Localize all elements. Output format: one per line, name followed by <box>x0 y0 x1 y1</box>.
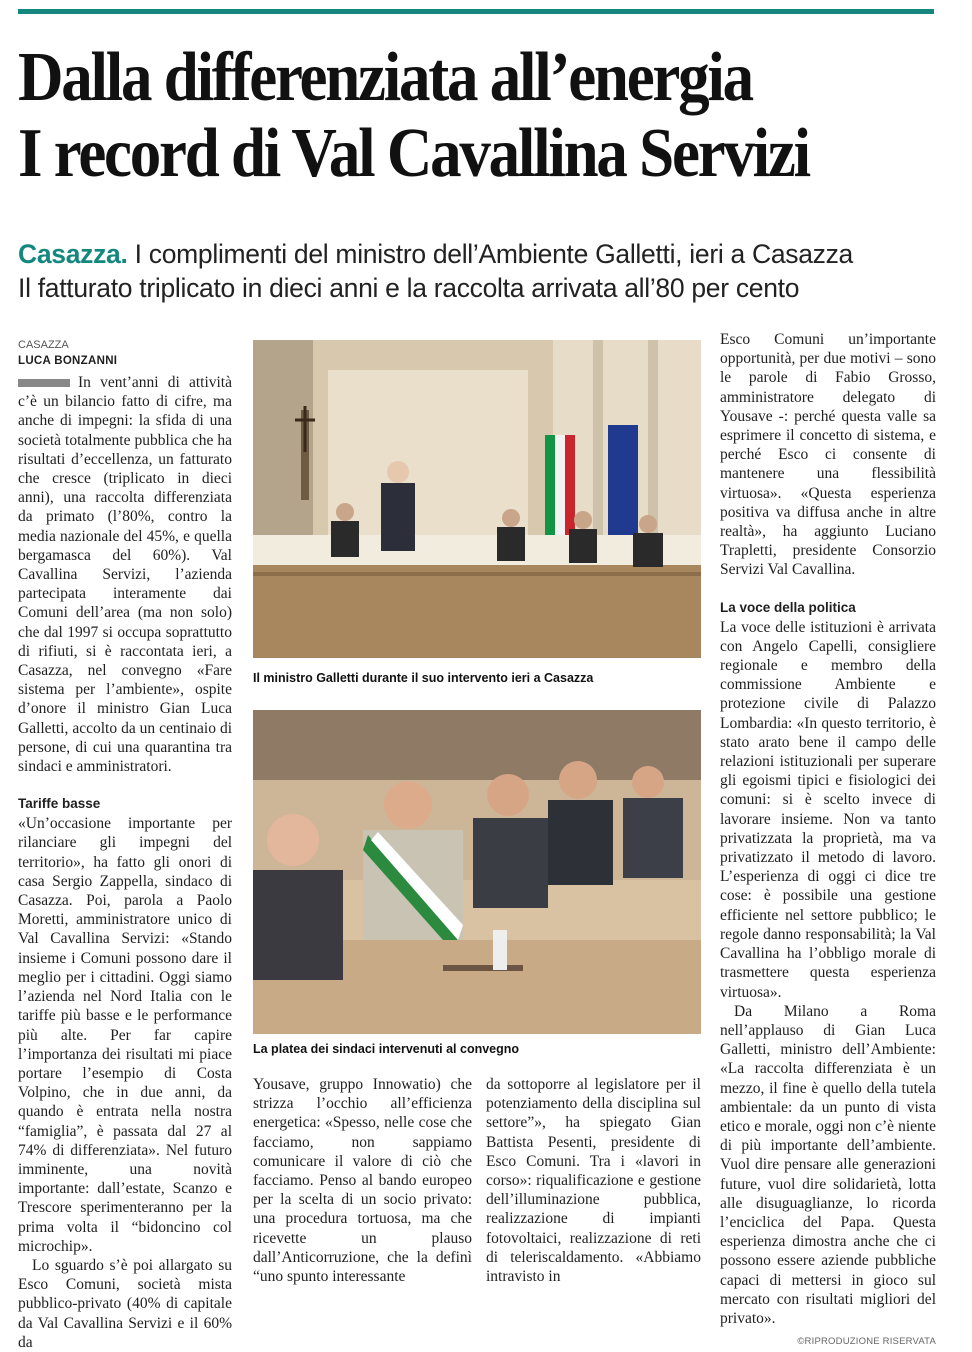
article-column-2 <box>253 1075 472 1286</box>
photo-2-caption: La platea dei sindaci intervenuti al convegno <box>253 1042 520 1056</box>
article-paragraph: da sottoporre al legislatore per il potenziamento della disciplina sul settore”», ha spiegato Gian Battista Pesenti, presidente di Esco Comuni. Tra i «lavori in corso»: riqualificazione e gestione dell’illuminazione pubblica, realizzazione di impianti fotovoltaici, realizzazione di reti di teleriscaldamento. «Abbiamo intravisto in <box>486 1076 701 1286</box>
copyright-notice: ©RIPRODUZIONE RISERVATA <box>797 1336 936 1348</box>
article-paragraph: La voce delle istituzioni è arrivata con Angelo Capelli, consigliere regionale e membro della commissione Ambiente e protezione civile di Palazzo Lombardia: «In questo territorio, è stato arato bene il campo delle relazioni istituzionali per superare gli egoismi tipici e fisiologici dei comuni: si è scelto invece di lavorare insieme. Non va tanto privatizzata la proprietà, ma va privatizzato il metodo di lavoro. L’esperienza di oggi ci dice tre cose: è possibile una gestione efficiente nel settore pubblico; le regole danno responsabilità; la Val Cavallina ha l’obbligo morale di trasmettere questa esperienza virtuosa». <box>720 618 936 1001</box>
article-column-1 <box>18 338 232 1352</box>
subheadline-line-2: Il fatturato triplicato in dieci anni e la raccolta arrivata all’80 per cento <box>18 273 800 303</box>
article-paragraph: Da Milano a Roma nell’applauso di Gian Luca Galletti, ministro dell’Ambiente: «La raccolta differenziata è un mezzo, il fine è quello della tutela ambientale: da un punto di vista etico e morale, oggi non c’è niente di più importante dell’ambiente. Vuol dire pensare alle generazioni future, vuol dire solidarietà, lotta alle disuguaglianze, lo ricorda l’enciclica del Papa. Questa esperienza dimostra anche che ci possono essere aziende pubbliche capaci di mettersi in gioco sul mercato con risultati migliori del privato». <box>720 1002 936 1327</box>
headline-line-2: I record di Val Cavallina Servizi <box>18 115 809 192</box>
section-heading: Tariffe basse <box>18 796 101 812</box>
photo-1-caption: Il ministro Galletti durante il suo intervento ieri a Casazza <box>253 671 594 685</box>
article-paragraph: Yousave, gruppo Innowatio) che strizza l’occhio all’efficienza energetica: «Spesso, nelle cose che facciamo, non sappiamo comunicare il valore di ciò che facciamo. Penso al bando europeo per la scelta di un socio privato: una procedura tortuosa, ma che ricevette un plauso dall’Anticorruzione, che la definì “uno spunto interessante <box>253 1076 472 1286</box>
photo-mayors-audience <box>253 710 701 1034</box>
article-column-3 <box>486 1075 701 1286</box>
headline <box>18 40 855 192</box>
subheadline <box>18 237 958 305</box>
article-column-4 <box>720 330 936 1351</box>
dateline-place: CASAZZA <box>18 339 69 351</box>
section-heading: La voce della politica <box>720 599 856 615</box>
article-paragraph: In vent’anni di attività c’è un bilancio fatto di cifre, ma anche di impegni: la sfida di una società totalmente pubblica che ha risultati d’eccellenza, un fatturato che cresce (triplicato in dieci anni), una raccolta differenziata da primato (l’80%, contro la media nazionale del 45%, e quella bergamasca del 60%). Val Cavallina Servizi, l’azienda partecipata interamente dai Comuni dell’area (ma non solo) che dal 1997 si occupa soprattutto di rifiuti, si è raccontata ieri, a Casazza, nel convegno «Fare sistema per l’ambiente», ospite d’onore il ministro Gian Luca Galletti, accolto da un centinaio di persone, di cui una quarantina tra sindaci e amministratori. <box>18 374 232 776</box>
article-paragraph: Esco Comuni un’importante opportunità, per due motivi – sono le parole di Fabio Grosso, amministratore delegato di Yousave -: perché questa valle sa esprimere il concetto di sistema, e perché Esco ci consente di mantenere una flessibilità virtuosa». «Questa esperienza positiva va diffusa anche in altre realtà», ha aggiunto Luciano Trapletti, presidente Consorzio Servizi Val Cavallina. <box>720 331 936 579</box>
photo-minister-speaking <box>253 340 701 658</box>
subheadline-kicker: Casazza. <box>18 239 128 269</box>
article-paragraph: «Un’occasione importante per rilanciare gli impegni del territorio», ha fatto gli onori di casa Sergio Zappella, sindaco di Casazza. Poi, parola a Paolo Moretti, amministratore unico di Val Cavallina Servizi: «Stando insieme i Comuni possono dare il meglio per i cittadini. Oggi siamo l’azienda nel Nord Italia con le tariffe più basse e le performance più alte. Per far capire l’importanza dei risultati mi piace portare l’esempio di Costa Volpino, che in due anni, da quando è entrata nella nostra “famiglia”, è passata dal 27 al 74% di differenziata». Nel futuro imminente, una novità importante: dall’estate, Scanzo e Trescore sperimenteranno per la prima volta il “bidoncino col microchip». <box>18 815 232 1255</box>
article-paragraph: Lo sguardo s’è poi allargato su Esco Comuni, società mista pubblico-privato (40% di capitale da Val Cavallina Servizi e il 60% da <box>18 1256 232 1351</box>
subheadline-line-1: I complimenti del ministro dell’Ambiente Galletti, ieri a Casazza <box>127 239 853 269</box>
headline-line-1: Dalla differenziata all’energia <box>18 39 752 116</box>
top-rule <box>18 9 934 14</box>
lead-bar <box>18 379 70 387</box>
byline-author: LUCA BONZANNI <box>18 355 118 367</box>
